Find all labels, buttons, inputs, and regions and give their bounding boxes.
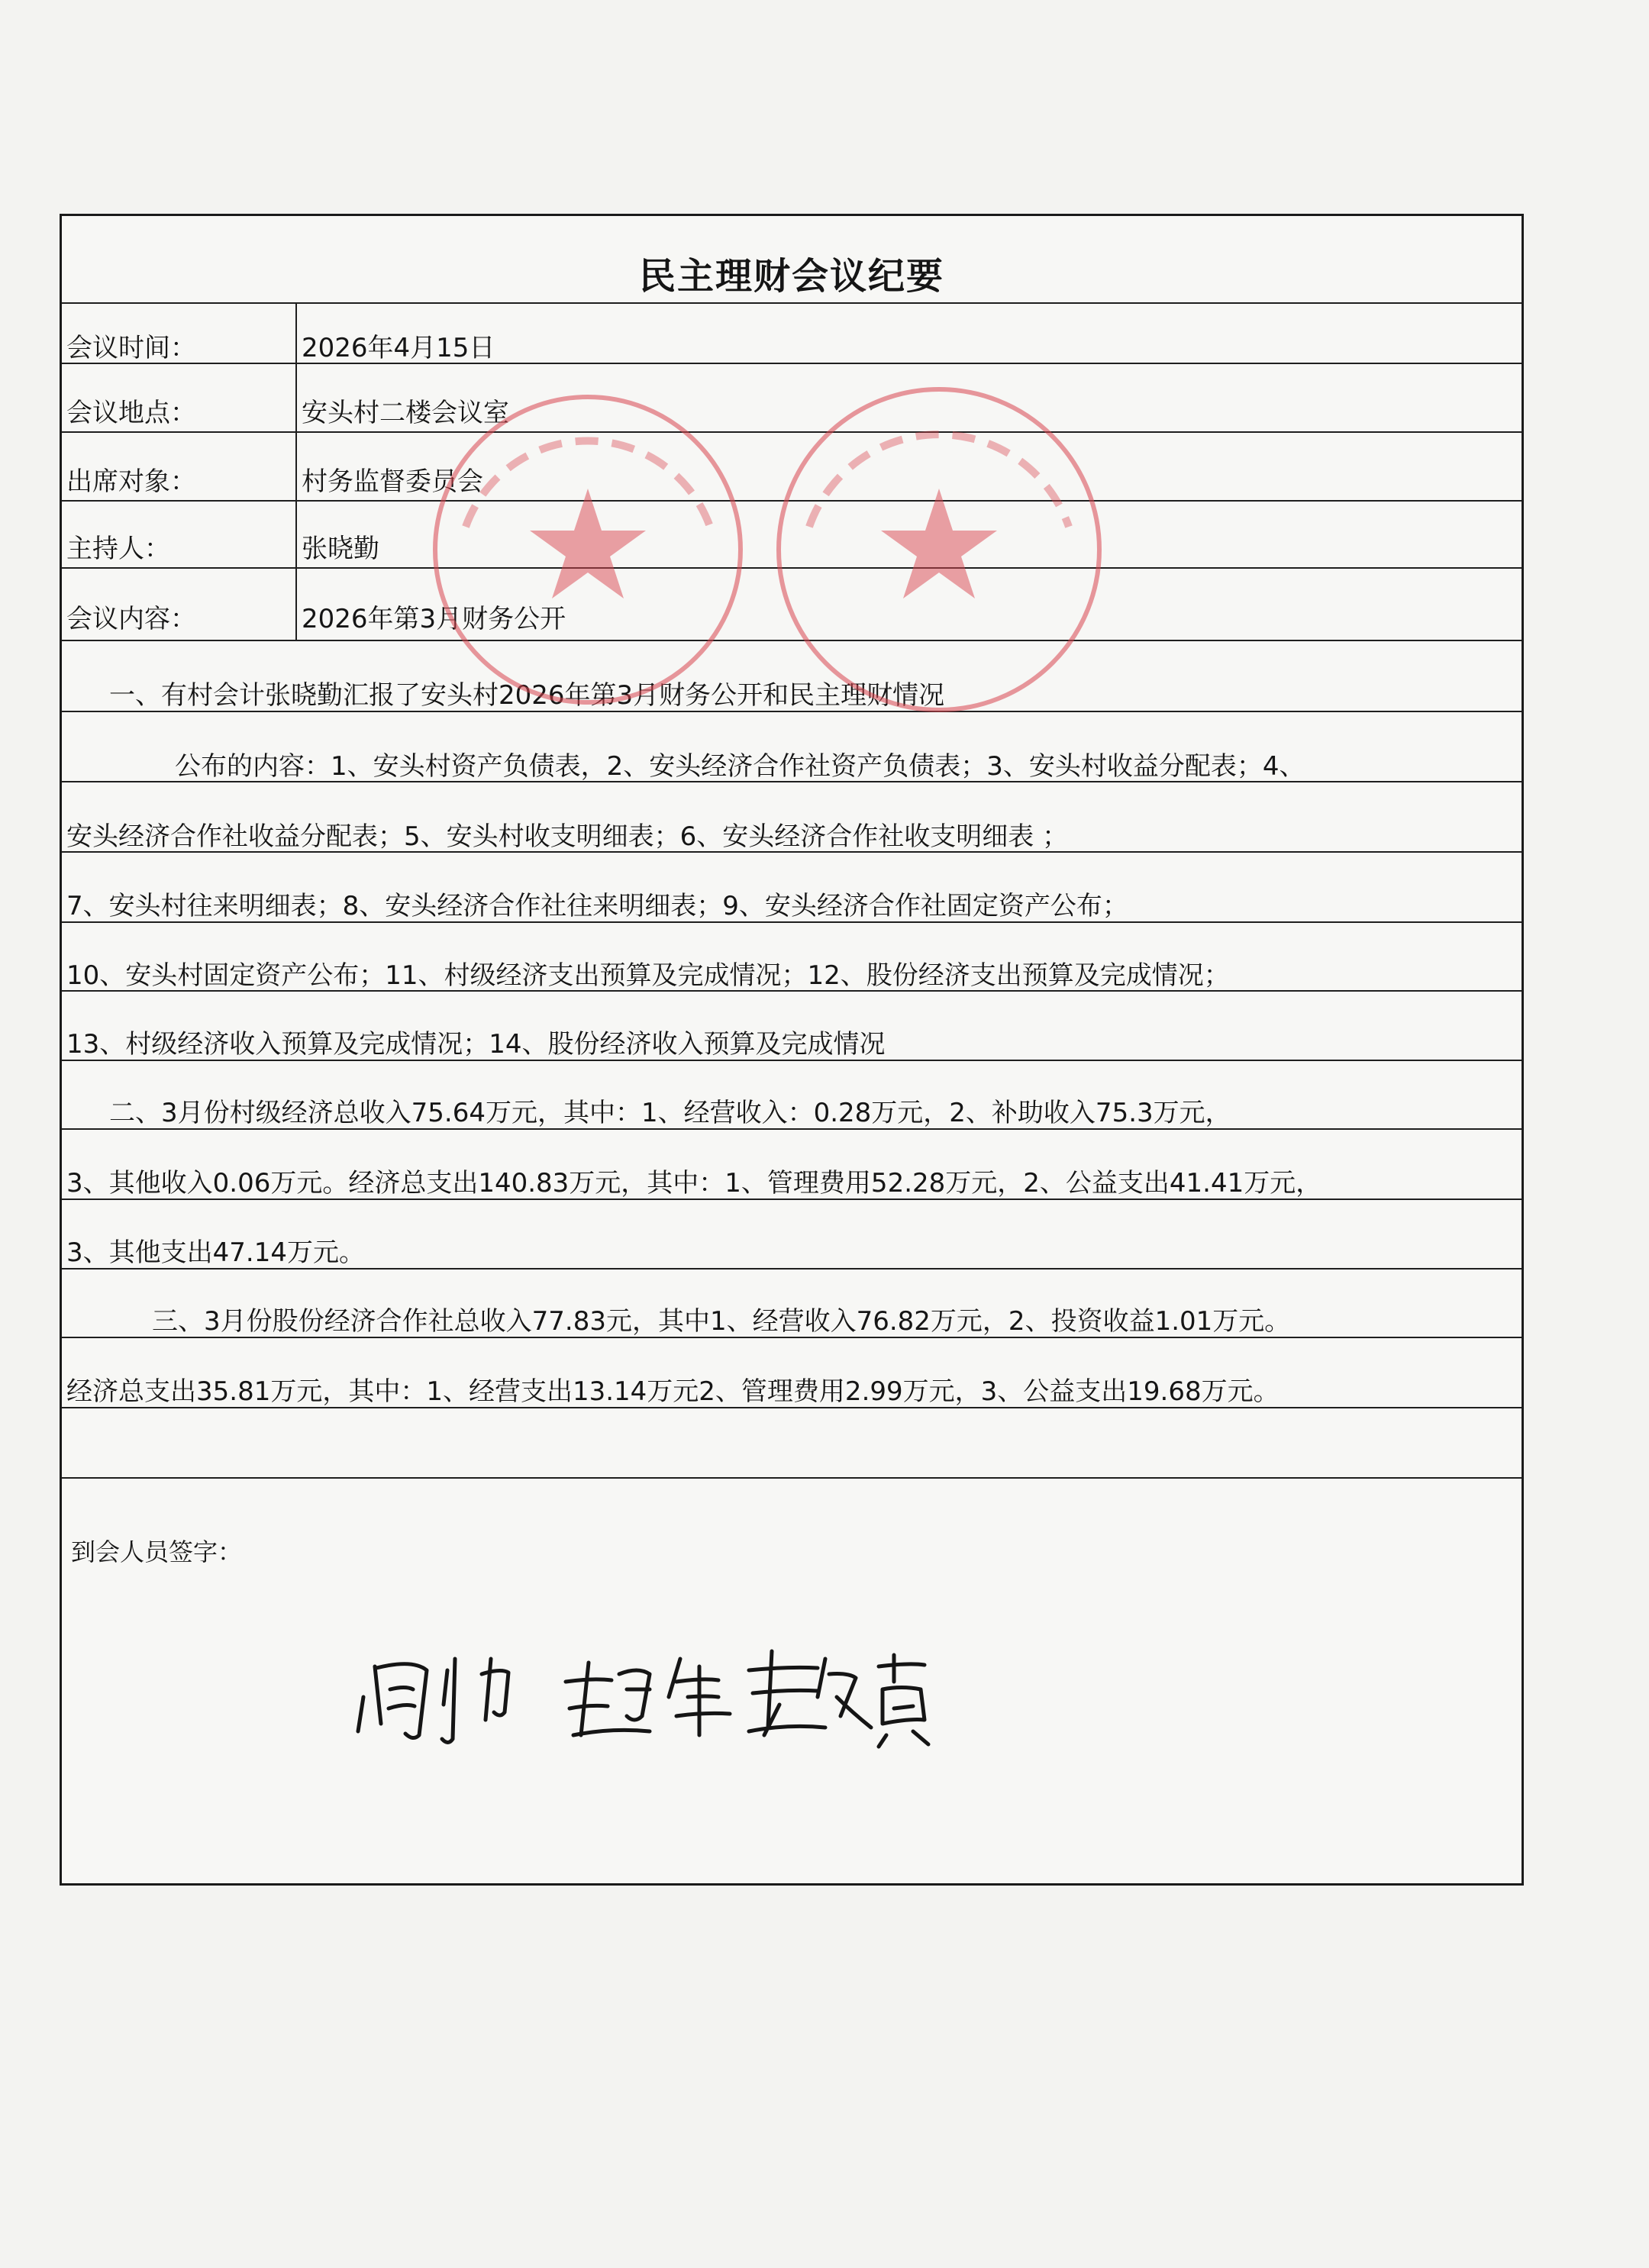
content-paragraph: 3、其他收入0.06万元。经济总支出140.83万元，其中：1、管理费用52.28万元，2、公益支出41.41万元， — [66, 1168, 1322, 1199]
row-divider — [62, 500, 1522, 502]
field-value-content: 2026年第3月财务公开 — [302, 604, 566, 634]
handwritten-signatures — [291, 1582, 1016, 1758]
field-label-location: 会议地点： — [66, 398, 196, 428]
content-paragraph: 二、3月份村级经济总收入75.64万元，其中：1、经营收入：0.28万元，2、补助收入75.3万元， — [109, 1098, 1231, 1128]
content-paragraph: 安头经济合作社收益分配表；5、安头村收支明细表；6、安头经济合作社收支明细表 ； — [66, 821, 1069, 852]
content-paragraph: 10、安头村固定资产公布；11、村级经济支出预算及完成情况；12、股份经济支出预算及完成情况； — [66, 960, 1230, 991]
document-title: 民主理财会议纪要 — [638, 255, 944, 298]
row-divider — [62, 363, 1522, 364]
label-column-divider — [295, 302, 297, 640]
content-paragraph: 三、3月份股份经济合作社总收入77.83元，其中1、经营收入76.82万元，2、投资收益1.01万元。 — [152, 1306, 1291, 1337]
field-label-time: 会议时间： — [66, 333, 196, 363]
content-paragraph: 一、有村会计张晓勤汇报了安头村2026年第3月财务公开和民主理财情况 — [109, 680, 945, 711]
field-value-host: 张晓勤 — [302, 534, 379, 564]
row-divider — [62, 302, 1522, 304]
field-label-host: 主持人： — [66, 534, 170, 564]
content-paragraph: 经济总支出35.81万元，其中：1、经营支出13.14万元2、管理费用2.99万元，3、公益支出19.68万元。 — [66, 1376, 1280, 1407]
content-paragraph: 7、安头村往来明细表；8、安头经济合作社往来明细表；9、安头经济合作社固定资产公布； — [66, 891, 1128, 921]
row-divider — [62, 640, 1522, 641]
content-paragraph: 13、村级经济收入预算及完成情况；14、股份经济收入预算及完成情况 — [66, 1029, 886, 1060]
meeting-minutes-form — [60, 214, 1524, 1886]
field-label-content: 会议内容： — [66, 604, 196, 634]
content-paragraph: 3、其他支出47.14万元。 — [66, 1237, 365, 1268]
page-top-mark — [771, 14, 893, 24]
row-divider — [62, 431, 1522, 433]
row-divider — [62, 1477, 1522, 1479]
field-label-attendees: 出席对象： — [66, 466, 196, 497]
field-value-location: 安头村二楼会议室 — [302, 398, 509, 428]
content-paragraph: 公布的内容：1、安头村资产负债表，2、安头经济合作社资产负债表；3、安头村收益分配表；4、 — [175, 751, 1305, 782]
field-value-attendees: 村务监督委员会 — [302, 466, 483, 497]
field-value-time: 2026年4月15日 — [302, 333, 495, 363]
signature-label: 到会人员签字： — [71, 1537, 243, 1566]
row-divider — [62, 567, 1522, 569]
